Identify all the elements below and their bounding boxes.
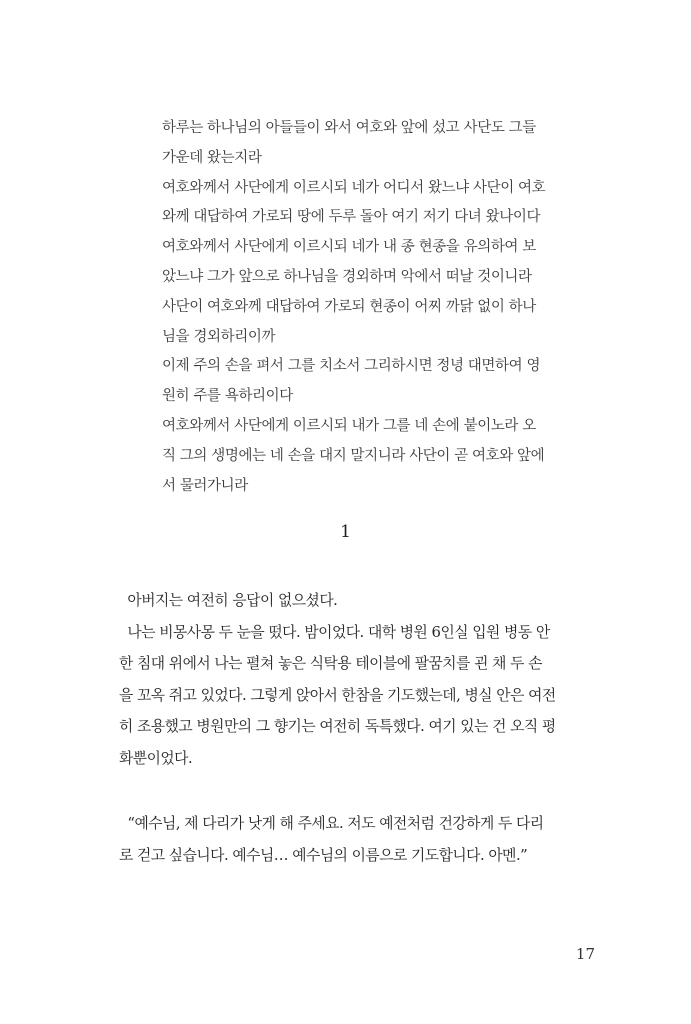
scripture-line: 직 그의 생명에는 네 손을 대지 말지니라 사단이 곧 여호와 앞에 (162, 447, 545, 464)
body-line: 히 조용했고 병원만의 그 향기는 여전히 독특했다. 여기 있는 건 오직 평 (119, 718, 556, 735)
body-line: 한 침대 위에서 나는 펼쳐 놓은 식탁용 테이블에 팔꿈치를 괸 채 두 손 (119, 655, 542, 672)
scripture-line: 이제 주의 손을 펴서 그를 치소서 그리하시면 정녕 대면하여 영 (162, 358, 541, 375)
scripture-line: 원히 주를 욕하리이다 (162, 388, 293, 405)
scripture-line: 가운데 왔는지라 (162, 149, 262, 166)
body-line: 아버지는 여전히 응답이 없으셨다. (119, 592, 338, 609)
paragraph-gap (119, 774, 599, 808)
scripture-line: 와께 대답하여 가로되 땅에 두루 돌아 여기 저기 다녀 왔나이다 (162, 209, 541, 226)
scripture-line: 았느냐 그가 앞으로 하나님을 경외하며 악에서 떠날 것이니라 (162, 268, 532, 285)
body-line: 나는 비몽사몽 두 눈을 떴다. 밤이었다. 대학 병원 6인실 입원 병동 안 (119, 623, 550, 641)
body-text (119, 585, 599, 871)
scripture-line: 여호와께서 사단에게 이르시되 네가 어디서 왔느냐 사단이 여호 (162, 179, 546, 196)
scripture-line: 님을 경외하리이까 (162, 328, 276, 345)
chapter-number: 1 (340, 522, 351, 542)
scripture-line: 하루는 하나님의 아들들이 와서 여호와 앞에 섰고 사단도 그들 (162, 120, 536, 136)
scripture-line: 사단이 여호와께 대답하여 가로되 현종이 어찌 까닭 없이 하나 (162, 298, 536, 315)
body-line: “예수님, 제 다리가 낫게 해 주세요. 저도 예전처럼 건강하게 두 다리 (119, 815, 544, 832)
body-line: 화뿐이었다. (119, 749, 193, 767)
body-line: 을 꼬옥 쥐고 있었다. 그렇게 앉아서 한참을 기도했는데, 병실 안은 여전 (119, 686, 556, 704)
scripture-quote (162, 114, 562, 501)
page-number: 17 (575, 945, 595, 963)
scripture-line: 여호와께서 사단에게 이르시되 내가 그를 네 손에 붙이노라 오 (162, 417, 536, 434)
body-line: 로 걷고 싶습니다. 예수님… 예수님의 이름으로 기도합니다. 아멘.” (119, 846, 528, 864)
scripture-line: 서 물러가니라 (162, 477, 248, 494)
scripture-line: 여호와께서 사단에게 이르시되 네가 내 종 현종을 유의하여 보 (162, 239, 536, 256)
